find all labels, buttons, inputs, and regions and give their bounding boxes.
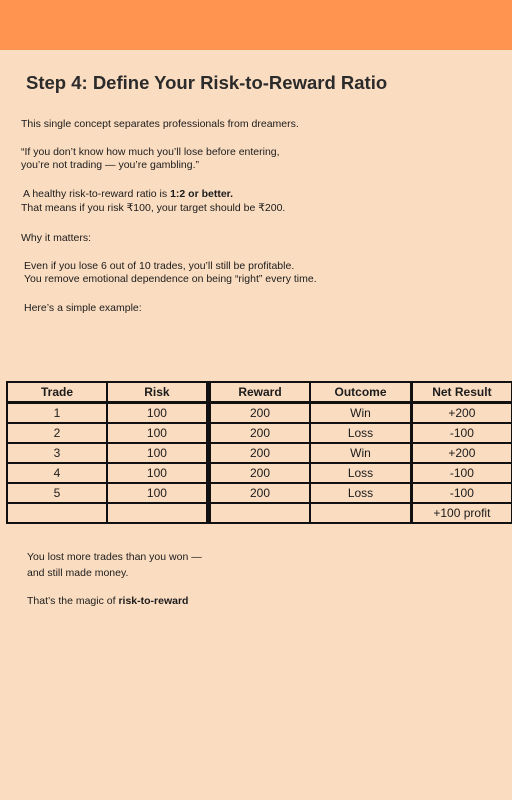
cell-risk: 100 — [107, 463, 209, 483]
empty-cell — [209, 503, 310, 524]
cell-outcome: Win — [310, 443, 411, 463]
outro-line-1: You lost more trades than you won — — [27, 551, 202, 563]
cell-net-result: -100 — [411, 463, 512, 483]
why-heading: Why it matters: — [21, 232, 92, 244]
ratio-prefix: A healthy risk-to-reward ratio is — [23, 188, 171, 200]
cell-net-result: +200 — [411, 443, 512, 463]
header-outcome: Outcome — [310, 381, 411, 403]
empty-cell — [107, 503, 209, 524]
quote-line-2: you’re not trading — you’re gambling.” — [21, 159, 200, 171]
cell-outcome: Loss — [310, 483, 411, 503]
cell-risk: 100 — [107, 443, 209, 463]
cell-trade: 5 — [6, 483, 107, 503]
header-bar — [0, 0, 512, 50]
table-header-row — [6, 381, 512, 403]
header-trade: Trade — [6, 381, 107, 403]
table-row — [6, 423, 512, 443]
total-net-result: +100 profit — [411, 503, 512, 524]
table-row — [6, 443, 512, 463]
magic-bold: risk-to-reward — [118, 595, 189, 607]
cell-trade: 4 — [6, 463, 107, 483]
intro-text: This single concept separates professionals from dreamers. — [21, 118, 299, 130]
ratio-explanation: That means if you risk ₹100, your target should be ₹200. — [21, 202, 286, 214]
benefit-point-2: You remove emotional dependence on being “right” every time. — [24, 273, 317, 285]
cell-outcome: Win — [310, 403, 411, 423]
cell-trade: 2 — [6, 423, 107, 443]
example-intro: Here’s a simple example: — [24, 302, 142, 314]
table-row — [6, 483, 512, 503]
cell-risk: 100 — [107, 423, 209, 443]
cell-risk: 100 — [107, 483, 209, 503]
cell-trade: 3 — [6, 443, 107, 463]
cell-trade: 1 — [6, 403, 107, 423]
cell-reward: 200 — [209, 483, 310, 503]
cell-outcome: Loss — [310, 463, 411, 483]
cell-reward: 200 — [209, 463, 310, 483]
benefit-point-1: Even if you lose 6 out of 10 trades, you’ll still be profitable. — [24, 260, 295, 272]
cell-reward: 200 — [209, 423, 310, 443]
page-title: Step 4: Define Your Risk-to-Reward Ratio — [26, 72, 388, 93]
magic-text — [27, 595, 188, 608]
cell-net-result: -100 — [411, 423, 512, 443]
cell-reward: 200 — [209, 443, 310, 463]
magic-prefix: That’s the magic of — [27, 595, 119, 607]
quote-line-1: “If you don’t know how much you’ll lose before entering, — [21, 146, 280, 158]
table-row — [6, 403, 512, 423]
cell-reward: 200 — [209, 403, 310, 423]
cell-net-result: +200 — [411, 403, 512, 423]
cell-outcome: Loss — [310, 423, 411, 443]
cell-risk: 100 — [107, 403, 209, 423]
trades-table — [6, 381, 512, 524]
ratio-bold: 1:2 or better. — [170, 188, 234, 200]
table-row — [6, 463, 512, 483]
empty-cell — [6, 503, 107, 524]
table-total-row — [6, 503, 512, 524]
outro-line-2: and still made money. — [27, 567, 129, 579]
cell-net-result: -100 — [411, 483, 512, 503]
header-reward: Reward — [209, 381, 310, 403]
header-risk: Risk — [107, 381, 209, 403]
header-net-result: Net Result — [411, 381, 512, 403]
ratio-text — [23, 188, 233, 201]
empty-cell — [310, 503, 411, 524]
